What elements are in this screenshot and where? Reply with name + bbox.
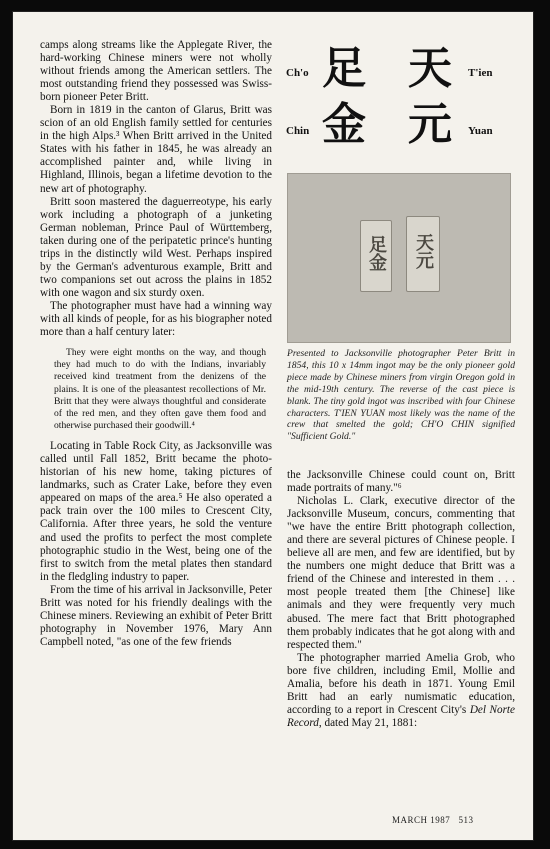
page-footer bbox=[392, 815, 474, 825]
ingot-left-inscription: 足金 bbox=[366, 235, 387, 271]
cho-character: 足 bbox=[322, 43, 366, 94]
paragraph-text: , dated May 21, 1881: bbox=[318, 716, 418, 729]
yuan-label: Yuan bbox=[468, 125, 493, 137]
ingot-right-face bbox=[406, 216, 440, 292]
chin-character: 金 bbox=[322, 99, 366, 150]
page-number: 513 bbox=[458, 815, 474, 825]
quote-text: They were eight months on the way, and though they had much to do with the Indians, invariably received kind treatment from the denizens of the plains. It is one of the pleasantest recollections of Mr. Britt that they were always thoughtful and considerate of the red men, and they often gave them food and otherwise purchased their goodwill.⁴ bbox=[54, 347, 266, 432]
right-column bbox=[287, 469, 515, 730]
paragraph: The photographer must have had a winning way with all kinds of people, for as his biographer noted more than a half century later: bbox=[40, 299, 272, 339]
paragraph: the Jacksonville Chinese could count on, Britt made portraits of many."⁶ bbox=[287, 469, 515, 495]
tien-label: T'ien bbox=[468, 67, 493, 79]
cho-label: Ch'o bbox=[286, 67, 309, 79]
paragraph: camps along streams like the Applegate River, the hard-working Chinese miners were not wholly without friends among the American settlers. The most outstanding friend they possessed was Swiss-born pioneer Peter Britt. bbox=[40, 39, 272, 104]
publication-title: Del Norte Record bbox=[287, 703, 515, 729]
figure-caption-block bbox=[287, 348, 515, 443]
yuan-character: 元 bbox=[408, 99, 452, 150]
block-quote bbox=[54, 347, 266, 432]
paragraph: Locating in Table Rock City, as Jacksonville was called until Fall 1852, Britt became the photo-historian of his new home, taking pictures of landmarks, such as Crater Lake, before they even appeared on maps of the area.⁵ He also operated a pack train over the 100 miles to Crescent City, California. After three years, he sold the venture and used the profits to perfect the most complete photographic studio in the West, being one of the first to switch from the metal plates then standard in the fledgling industry to paper. bbox=[40, 440, 272, 583]
tien-character: 天 bbox=[408, 43, 452, 94]
paragraph bbox=[287, 652, 515, 730]
ingot-photograph bbox=[287, 173, 511, 343]
issue-date: MARCH 1987 bbox=[392, 815, 451, 825]
chin-label: Chin bbox=[286, 125, 310, 137]
paragraph: From the time of his arrival in Jacksonville, Peter Britt was noted for his friendly dealings with the Chinese miners. Reviewing an exhibit of Peter Britt photography in November 1976, Mary Ann Campbell noted, "as one of the few friends bbox=[40, 583, 272, 648]
figure-caption: Presented to Jacksonville photographer Peter Britt in 1854, this 10 x 14mm ingot may be the only pioneer gold piece made by Chinese miners from virgin Oregon gold in the mid-19th century. The reverse of the cast piece is blank. The tiny gold ingot was inscribed with four Chinese characters. T'IEN YUAN most likely was the name of the crew that smelted the gold; CH'O CHIN signified "Sufficient Gold." bbox=[287, 348, 515, 443]
ingot-right-inscription: 天元 bbox=[413, 233, 434, 269]
ingot-left-face bbox=[360, 220, 392, 292]
magazine-page bbox=[12, 11, 534, 841]
paragraph: Nicholas L. Clark, executive director of the Jacksonville Museum, concurs, commenting that "we have the entire Britt photograph collection, and there are several pictures of Chinese people. I believe all are men, and few are identified, but by the numbers one might deduce that Britt was a friend of the Chinese and interested in them . . . most people treated them [the Chinese] like animals and they were frequently very much abused. The mere fact that Britt photographed them probably indicates that he got along with and respected them." bbox=[287, 495, 515, 651]
left-column bbox=[40, 39, 272, 649]
paragraph-text: The photographer married Amelia Grob, who bore five children, including Emil, Mollie and Amalia, before his death in 1871. Young Emil Britt had an early numismatic education, according to a report in Crescent City's bbox=[287, 651, 515, 716]
chinese-characters-figure bbox=[282, 37, 522, 155]
paragraph: Britt soon mastered the daguerreotype, his early work including a photograph of a junketing German nobleman, Prince Paul of Württemberg, taken during one of the peripatetic prince's hunting trips in the distinctly wild West. Perhaps inspired by the German's adventurous example, Britt and two companions set out across the plains in 1852 with one wagon and six sturdy oxen. bbox=[40, 195, 272, 299]
paragraph: Born in 1819 in the canton of Glarus, Britt was scion of an old English family settled for centuries in the high Alps.³ When Britt arrived in the United States with his father in 1845, he was already an accomplished painter and, while living in Highland, Illinois, began a lifetime devotion to the new art of photography. bbox=[40, 104, 272, 195]
